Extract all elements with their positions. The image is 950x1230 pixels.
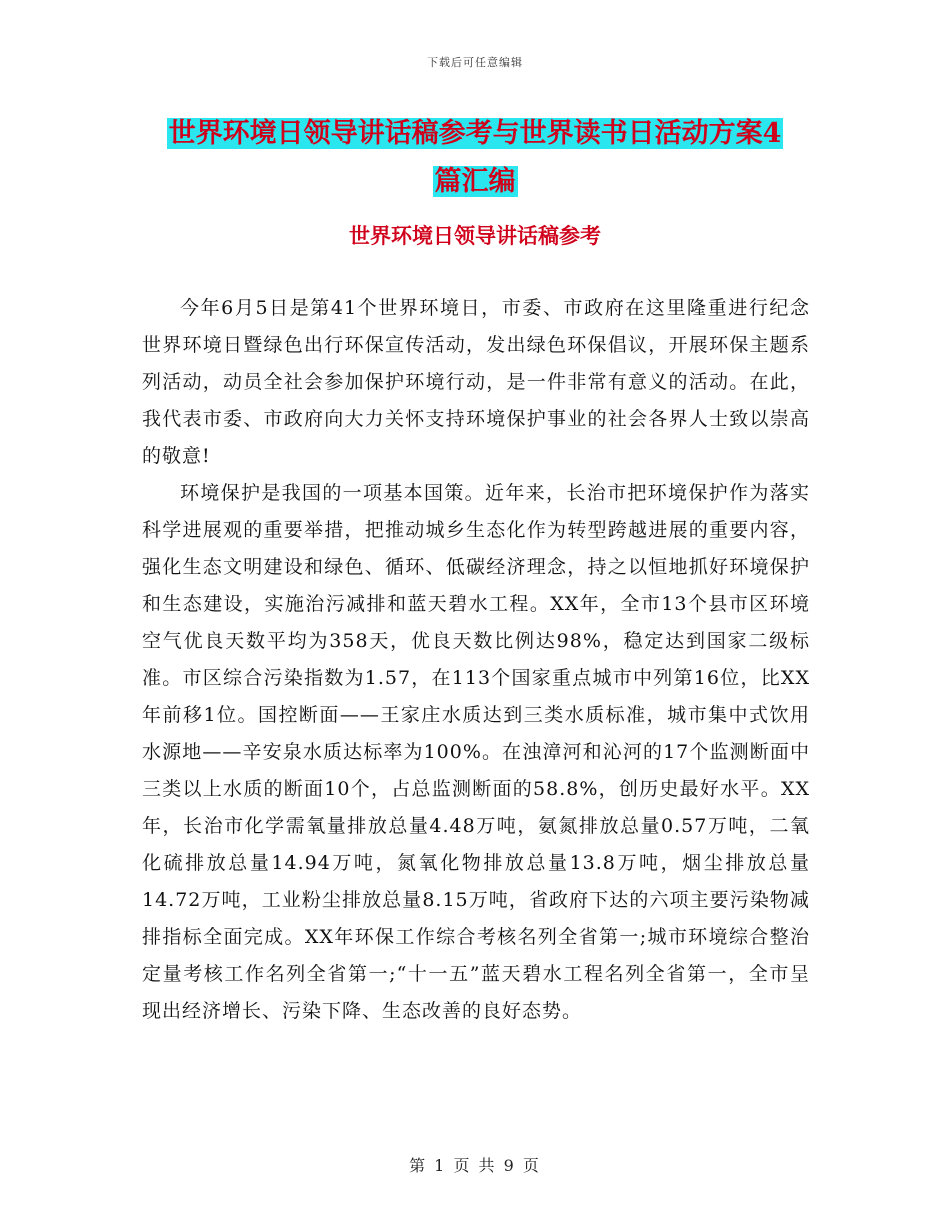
- paragraph: 今年6月5日是第41个世界环境日，市委、市政府在这里隆重进行纪念世界环境日暨绿色出行环保宣传活动，发出绿色环保倡议，开展环保主题系列活动，动员全社会参加保护环境行动，是一件非常有意义的活动。在此，我代表市委、市政府向大力关怀支持环境保护事业的社会各界人士致以崇高的敬意!: [142, 297, 810, 467]
- header-note: 下载后可任意编辑: [427, 56, 523, 69]
- paragraph: 环境保护是我国的一项基本国策。近年来，长治市把环境保护作为落实科学进展观的重要举措，把推动城乡生态化作为转型跨越进展的重要内容，强化生态文明建设和绿色、循环、低碳经济理念，持之以恒地抓好环境保护和生态建设，实施治污减排和蓝天碧水工程。XX年，全市13个县市区环境空气优良天数平均为358天，优良天数比例达98%，稳定达到国家二级标准。市区综合污染指数为1.57，在113个国家重点城市中列第16位，比XX年前移1位。国控断面——王家庄水质达到三类水质标准，城市集中式饮用水源地——辛安泉水质达标率为100%。在浊漳河和沁河的17个监测断面中三类以上水质的断面10个，占总监测断面的58.8%，创历史最好水平。XX年，长治市化学需氧量排放总量4.48万吨，氨氮排放总量0.57万吨，二氧化硫排放总量14.94万吨，氮氧化物排放总量13.8万吨，烟尘排放总量14.72万吨，工业粉尘排放总量8.15万吨，省政府下达的六项主要污染物减排指标全面完成。XX年环保工作综合考核名列全省第一;城市环境综合整治定量考核工作名列全省第一;“十一五”蓝天碧水工程名列全省第一，全市呈现出经济增长、污染下降、生态改善的良好态势。: [142, 482, 810, 1022]
- section-title: 世界环境日领导讲话稿参考: [349, 223, 601, 248]
- page-indicator: 第 1 页 共 9 页: [409, 1156, 541, 1175]
- title-line-2: 篇汇编: [434, 166, 516, 197]
- title-line-1: 世界环境日领导讲话稿参考与世界读书日活动方案4: [168, 118, 782, 149]
- document-title: [140, 110, 810, 206]
- body-text: [142, 290, 810, 1030]
